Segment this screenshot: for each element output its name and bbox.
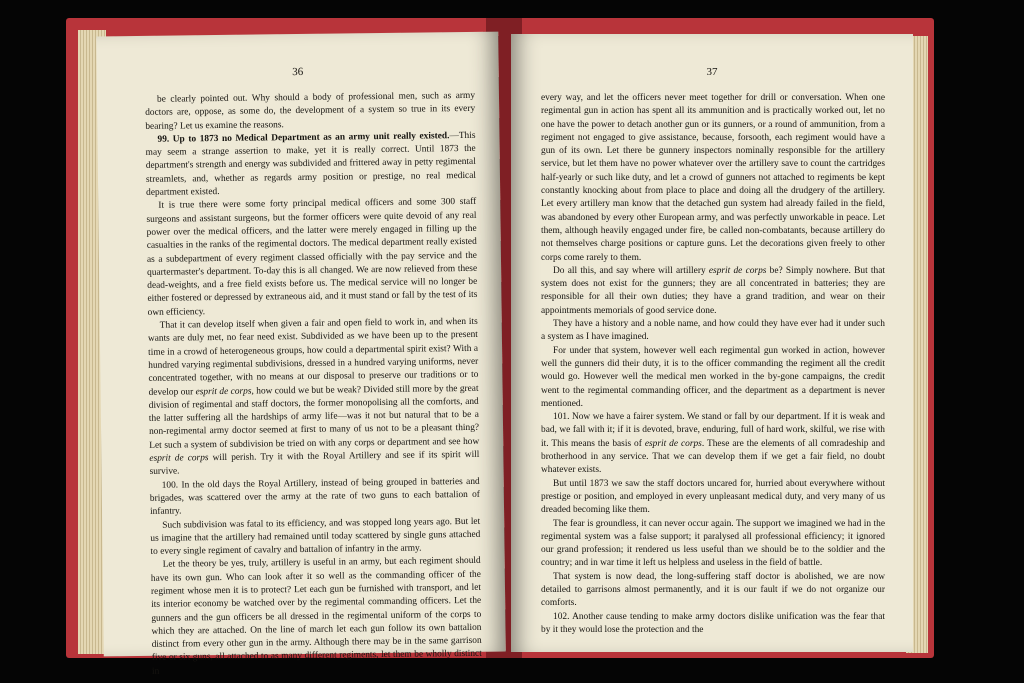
- paragraph: [541, 571, 885, 611]
- text-run: 100. In the old days the Royal Artillery, instead of being grouped in batteries and brigades, was scattered over the army at the rate of two guns to each battalion of infantry.: [149, 476, 480, 518]
- text-run: They have a history and a noble name, and how could they have ever had it under such a system as I have imagined.: [541, 319, 885, 343]
- text-run: For under that system, however well each regimental gun worked in action, however well the gunners did their duty, it is to the officer commanding the regiment all the credit would go. However well the medical men worked in the by-gone campaigns, the credit went to the regimental commanding officer, and the department as a department is never mentioned.: [541, 345, 885, 409]
- paragraph: [145, 90, 475, 134]
- paragraph: [150, 515, 480, 559]
- text-run: That it can develop itself when given a fair and open field to work in, and when its wants are duly met, no fear need exist. Subdivided as we have been up to the present time in a crowd of heterogeneous groups, how could a departmental spirit exist? With a hundred varying regimental subdivisions, dressed in a hundred varying uniforms, never concentrated together, with no means at our disposal to preserve our traditions or to develop our: [147, 316, 479, 398]
- paragraph: [145, 130, 476, 201]
- left-page-text: [145, 90, 482, 679]
- text-run: Let the theory be yes, truly, artillery is useful in an army, but each regiment should have its own gun. Who can look after it so well as the commanding officer of the regiment whose men it is to protect? Let each gun be furnished with transport, and let its interior economy be watched over by the regimental commanding officers. Let the gunners and the gun officers be all dressed in the regimental uniform of the corps to which they are attached. On the line of march let each gun follow its own battalion distinct from every other gun in the army. Although there may be in the same garrison five or six guns, all attached to as many different regiments, let them be wholly distinct in: [150, 556, 482, 677]
- section-heading: 99. Up to 1873 no Medical Department as an army unit really existed.: [157, 131, 450, 145]
- paragraph: [541, 478, 885, 518]
- left-page: [96, 32, 506, 677]
- paragraph: [541, 345, 885, 411]
- italic-phrase: esprit de corps: [195, 386, 252, 397]
- paragraph: [148, 316, 480, 480]
- text-run: . These are the elements of all comradeship and brotherhood in any service. That we can develop them if we get a fair field, no doubt whatever exists.: [541, 438, 885, 476]
- text-run: Do all this, and say where will artillery: [553, 265, 709, 276]
- text-run: every way, and let the officers never meet together for drill or conversation. When one regimental gun in action has spent all its ammunition and is practically worked out, let no one have the power to detach another gun or its gunners, or a round of ammunition, from a regiment not engaged to give assistance, because, forsooth, each regiment would have a gun of its own. Let there be gunnery inspectors nominally responsible for the artillery service, but let them have no power whatever over the artillery save to count the cartridges half-yearly or such like duty, and let a crowd of gunners not attached to regiments be kept constantly knocking about from place to place and doing all the drudgery of the artillery. Let every artillery man know that the detached gun system had already failed in the field, was abandoned by every other European army, and was perfectly unworkable in peace. Let them, although heavily engaged under fire, be called non-combatants, because artillery do not themselves charge positions or capture guns. Let the decorations given freely to other corps come rarely to them.: [541, 93, 885, 263]
- text-run: 102. Another cause tending to make army doctors dislike unification was the fear that by it they would lose the protection and the: [541, 611, 885, 635]
- page-number: 36: [292, 65, 304, 79]
- text-run: be? Simply nowhere. But that system does not exist for the gunners; they are all concentrated in batteries; they are responsible for all their own duties; they have a grand tradition, and wear on their appointments memorials of good service done.: [541, 265, 885, 316]
- text-run: That system is now dead, the long-suffering staff doctor is abolished, we are now detailed to garrisons almost permanently, and it is our fault if we do not organize our comforts.: [541, 571, 885, 609]
- text-run: It is true there were some forty principal medical officers and some 300 staff surgeons and assistant surgeons, but the former officers were quite devoid of any real power over the medical officers, and the latter were merely engaged in filling up the casualties in the ranks of the regimental doctors. The medical department really existed as a subdepartment of every regiment classed officially with the pay service and the quartermaster's department. To-day this is all changed. We are now relieved from these dead-weights, and a free field exists before us. The medical service will no longer be either fostered or depressed by extraneous aid, and it must stand or fall by the test of its own efficiency.: [146, 197, 478, 318]
- paragraph: [541, 318, 885, 345]
- text-run: Such subdivision was fatal to its efficiency, and was stopped long years ago. But let us imagine that the artillery had remained until today scattered by single guns attached to every single regiment of cavalry and battalion of infantry in the army.: [150, 516, 481, 557]
- text-run: The fear is groundless, it can never occur again. The support we imagined we had in the regimental system was a false support; it paralysed all professional efficiency; it ignored our grand profession; it rendered us less useful than we should be to the soldier and the country; and in war time it left us helpless and useless in the field of battle.: [541, 518, 885, 569]
- paragraph: [146, 196, 477, 320]
- text-run: be clearly pointed out. Why should a body of professional men, such as army doctors are, oppose, as some do, the development of a system so true in its every bearing? Let us examine the reasons.: [145, 90, 476, 132]
- text-run: —This may seem a strange assertion to make, yet it is really correct. Until 1873 the department's strength and energy was subdivided and frittered away in petty regimental streamlets, and, whether as regards army position or prestige, no real medical department existed.: [145, 130, 477, 198]
- paragraph: [541, 265, 885, 318]
- paragraph: [541, 411, 885, 477]
- paragraph: [541, 518, 885, 571]
- italic-phrase: esprit de corps: [644, 438, 702, 449]
- italic-phrase: esprit de corps: [149, 453, 209, 464]
- right-page: [511, 34, 913, 652]
- paragraph: [151, 555, 482, 679]
- paragraph: [541, 611, 885, 638]
- text-run: But until 1873 we saw the staff doctors uncared for, hurried about everywhere without prestige or position, and employed in every unpleasant medical duty, and very many of us dreaded becoming like them.: [541, 478, 885, 516]
- text-run: 101. Now we have a fairer system. We stand or fall by our department. If it is weak and bad, we fall with it; if it is devoted, brave, enduring, full of hard work, skilful, we rise with it. This means the basis of: [541, 412, 885, 449]
- paragraph: [541, 92, 885, 265]
- italic-phrase: esprit de corps: [708, 265, 767, 276]
- paragraph: [150, 475, 480, 519]
- text-run: will perish. Try it with the Royal Artillery and see if its spirit will survive.: [149, 449, 480, 478]
- text-run: , how could we but be weak? Divided still more by the great division of regimental and staff doctors, the former monopolising all the comforts, and the latter suffering all the hardships of army life—was it not but natural that to be a non-regimental army doctor seemed at first to many of us not to be a pleasant thing? Let such a system of subdivision be tried on with any corps or department and see how: [148, 383, 480, 451]
- page-number: 37: [706, 66, 718, 78]
- right-page-text: [541, 92, 885, 637]
